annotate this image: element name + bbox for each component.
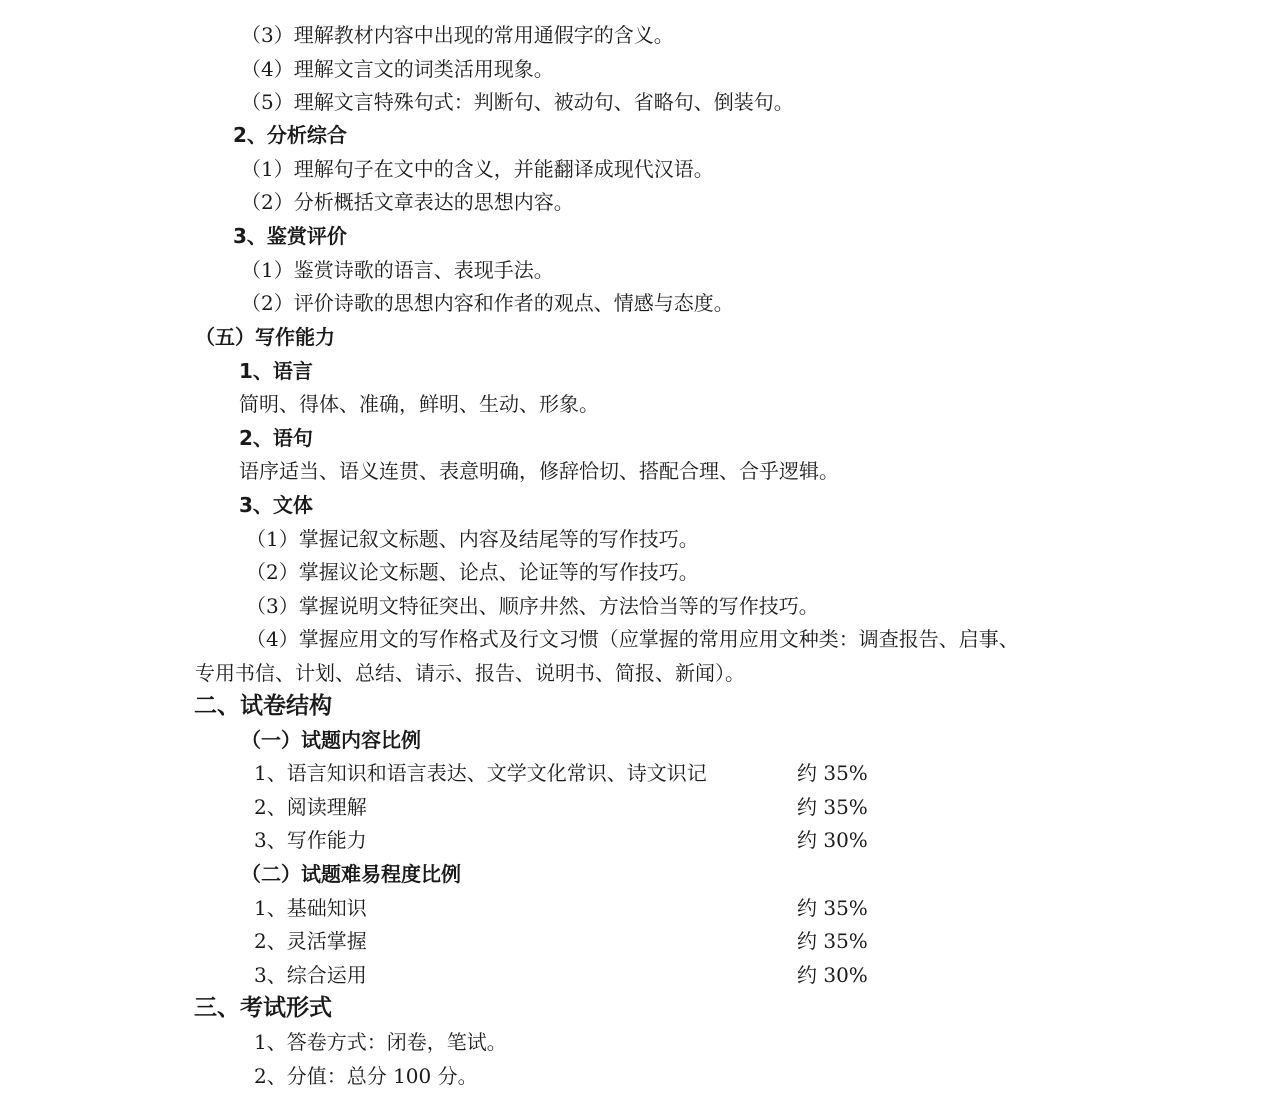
writing-sentence-heading: 2、语句 xyxy=(239,426,313,450)
appreciation-item-1: （1）鉴赏诗歌的语言、表现手法。 xyxy=(241,258,554,282)
difficulty-ratio-row-label: 1、基础知识 xyxy=(254,896,367,920)
content-ratio-row-value: 约 35% xyxy=(797,795,868,819)
genre-item-1: （1）掌握记叙文标题、内容及结尾等的写作技巧。 xyxy=(246,527,699,551)
content-ratio-heading: （一）试题内容比例 xyxy=(241,728,421,752)
exam-form-item-2: 2、分值：总分 100 分。 xyxy=(254,1064,478,1088)
difficulty-ratio-row-value: 约 35% xyxy=(797,896,868,920)
content-ratio-row-label: 1、语言知识和语言表达、文学文化常识、诗文识记 xyxy=(254,761,707,785)
difficulty-ratio-row-label: 3、综合运用 xyxy=(254,963,367,987)
genre-item-4-line2: 专用书信、计划、总结、请示、报告、说明书、简报、新闻）。 xyxy=(195,661,745,685)
genre-item-4-line1: （4）掌握应用文的写作格式及行文习惯（应掌握的常用应用文种类：调查报告、启事、 xyxy=(246,627,1019,651)
genre-item-3: （3）掌握说明文特征突出、顺序井然、方法恰当等的写作技巧。 xyxy=(246,594,819,618)
exam-form-heading: 三、考试形式 xyxy=(194,995,332,1021)
reading-item-4: （4）理解文言文的词类活用现象。 xyxy=(241,57,554,81)
analysis-item-1: （1）理解句子在文中的含义，并能翻译成现代汉语。 xyxy=(241,157,714,181)
writing-language-text: 简明、得体、准确，鲜明、生动、形象。 xyxy=(239,392,599,416)
reading-item-5: （5）理解文言特殊句式：判断句、被动句、省略句、倒装句。 xyxy=(241,90,794,114)
writing-language-heading: 1、语言 xyxy=(239,359,313,383)
writing-sentence-text: 语序适当、语义连贯、表意明确，修辞恰切、搭配合理、合乎逻辑。 xyxy=(239,459,839,483)
exam-form-item-1: 1、答卷方式：闭卷，笔试。 xyxy=(254,1030,507,1054)
structure-heading: 二、试卷结构 xyxy=(194,693,332,719)
content-ratio-row-label: 3、写作能力 xyxy=(254,828,367,852)
difficulty-ratio-row-value: 约 30% xyxy=(797,963,868,987)
genre-item-2: （2）掌握议论文标题、论点、论证等的写作技巧。 xyxy=(246,560,699,584)
writing-heading: （五）写作能力 xyxy=(195,325,335,349)
content-ratio-row-label: 2、阅读理解 xyxy=(254,795,367,819)
difficulty-ratio-heading: （二）试题难易程度比例 xyxy=(241,862,461,886)
difficulty-ratio-row-label: 2、灵活掌握 xyxy=(254,929,367,953)
analysis-heading: 2、分析综合 xyxy=(233,123,347,147)
appreciation-heading: 3、鉴赏评价 xyxy=(233,224,347,248)
content-ratio-row-value: 约 35% xyxy=(797,761,868,785)
content-ratio-row-value: 约 30% xyxy=(797,828,868,852)
appreciation-item-2: （2）评价诗歌的思想内容和作者的观点、情感与态度。 xyxy=(241,291,734,315)
difficulty-ratio-row-value: 约 35% xyxy=(797,929,868,953)
writing-genre-heading: 3、文体 xyxy=(239,493,313,517)
reading-item-3: （3）理解教材内容中出现的常用通假字的含义。 xyxy=(241,23,674,47)
analysis-item-2: （2）分析概括文章表达的思想内容。 xyxy=(241,190,574,214)
